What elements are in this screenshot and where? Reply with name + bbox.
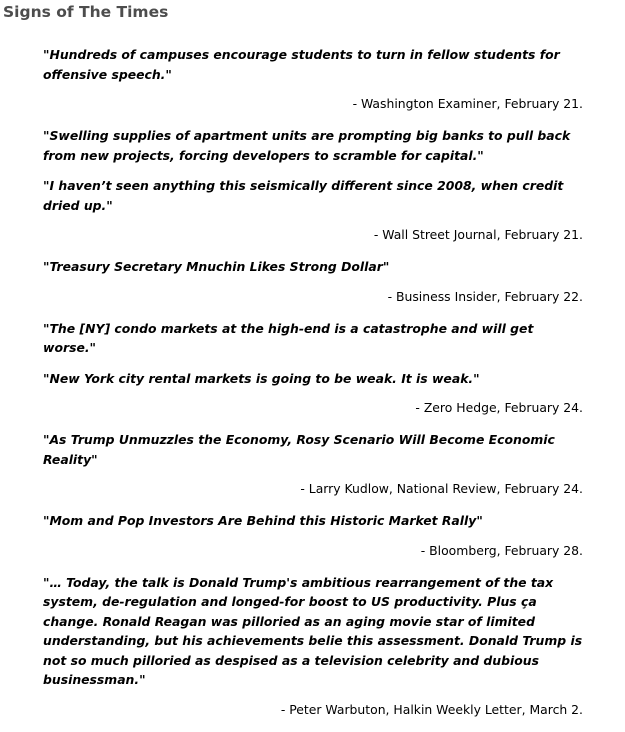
quote-entry — [43, 45, 583, 113]
quote-text: "Mom and Pop Investors Are Behind this Historic Market Rally" — [43, 513, 483, 528]
quote-source: - Bloomberg, February 28. — [420, 542, 583, 558]
quote-text: "Treasury Secretary Mnuchin Likes Strong Dollar" — [43, 259, 390, 274]
section-title: Signs of The Times — [3, 3, 169, 21]
quote-entry — [43, 257, 583, 306]
quote-entry — [43, 573, 583, 719]
quote-source: - Zero Hedge, February 24. — [415, 400, 583, 415]
quote-entry — [43, 511, 583, 560]
quote-source: - Larry Kudlow, National Review, February 24. — [300, 481, 583, 496]
quote-list — [43, 45, 583, 732]
quote-text: "New York city rental markets is going to be weak. It is weak." — [43, 370, 480, 386]
quote-source: - Peter Warbuton, Halkin Weekly Letter, March 2. — [280, 701, 583, 717]
quote-text: "As Trump Unmuzzles the Economy, Rosy Scenario Will Become Economic Reality" — [43, 432, 555, 467]
quote-source: - Wall Street Journal, February 21. — [373, 227, 583, 242]
quote-source: - Business Insider, February 22. — [387, 288, 583, 304]
quote-text: "Swelling supplies of apartment units are prompting big banks to pull back from new projects, forcing developers to scramble for capital." — [43, 128, 571, 163]
quote-source: - Washington Examiner, February 21. — [352, 96, 583, 111]
quote-text: "… Today, the talk is Donald Trump's ambitious rearrangement of the tax system, de-regulation and longed-for boost to US productivity. Plus ça change. Ronald Reagan was pilloried as an aging movie star of limited understanding, but his achievements belie this assessment. Donald Trump is not so much pilloried as despised as a television celebrity and dubious businessman." — [43, 574, 583, 687]
quote-text: "I haven’t seen anything this seismically different since 2008, when credit dried up." — [43, 178, 564, 213]
quote-entry — [43, 430, 583, 498]
quote-entry — [43, 319, 583, 418]
quote-text: "Hundreds of campuses encourage students to turn in fellow students for offensive speech." — [43, 47, 560, 82]
quote-entry — [43, 126, 583, 244]
quote-text: "The [NY] condo markets at the high-end is a catastrophe and will get worse." — [43, 320, 534, 355]
